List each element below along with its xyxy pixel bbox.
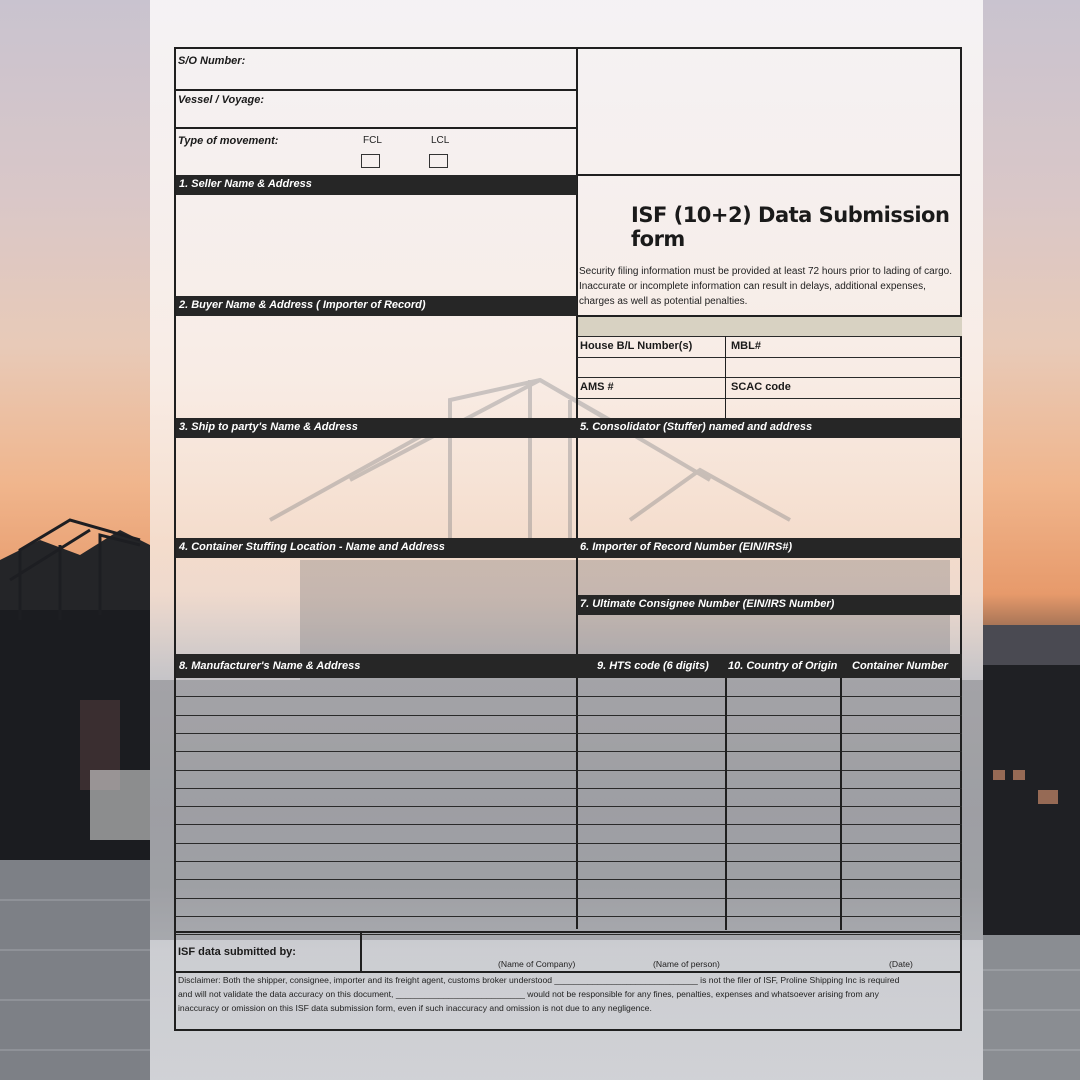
table-row-line <box>176 916 962 917</box>
table-row-line <box>176 751 962 752</box>
table-row-line <box>176 806 962 807</box>
disclaimer-line-2: and will not validate the data accuracy on this document, ___________________________ would not be responsible for any fines, penalties, expenses and whatsoever arising from any <box>178 989 879 999</box>
isf-form <box>174 47 962 1031</box>
so-number-label: S/O Number: <box>178 55 246 67</box>
table-row-line <box>176 843 962 844</box>
house-bl-label: House B/L Number(s) <box>580 340 693 352</box>
divider <box>176 89 578 91</box>
table-row-line <box>176 824 962 825</box>
seller-field[interactable] <box>176 195 576 296</box>
table-row-line <box>176 770 962 771</box>
submitted-by-field[interactable] <box>363 933 961 957</box>
lcl-checkbox[interactable] <box>429 154 448 168</box>
importer-number-field[interactable] <box>578 558 962 595</box>
notice-text: Security filing information must be provided at least 72 hours prior to lading of cargo. Inaccurate or incomplete information can result in delays, additional expenses, charges as well as potential penalties. <box>579 266 952 307</box>
table-row-line <box>176 696 962 697</box>
fcl-checkbox[interactable] <box>361 154 380 168</box>
divider <box>576 174 962 176</box>
stuffing-section-header: 4. Container Stuffing Location - Name and Address <box>176 538 577 558</box>
grid-line <box>725 336 726 418</box>
table-row-line <box>176 715 962 716</box>
table-row-line <box>176 898 962 899</box>
country-column-header: 10. Country of Origin <box>728 660 838 672</box>
importer-number-section-header: 6. Importer of Record Number (EIN/IRS#) <box>577 538 962 558</box>
stuffing-field[interactable] <box>176 558 576 654</box>
buyer-field[interactable] <box>176 316 576 418</box>
grid-line <box>577 336 962 337</box>
scac-input[interactable] <box>727 399 961 418</box>
ams-input[interactable] <box>578 399 724 418</box>
date-caption: (Date) <box>889 959 913 969</box>
column-divider <box>360 931 362 971</box>
divider <box>176 127 578 129</box>
consolidator-section-header: 5. Consolidator (Stuffer) named and address <box>577 418 962 438</box>
column-divider <box>840 678 842 930</box>
table-row-line <box>176 861 962 862</box>
grid-line <box>577 377 962 378</box>
lcl-label: LCL <box>431 135 450 146</box>
scac-label: SCAC code <box>731 381 791 393</box>
ams-label: AMS # <box>580 381 614 393</box>
mbl-input[interactable] <box>727 358 961 377</box>
tan-band <box>578 317 962 336</box>
seller-section-header: 1. Seller Name & Address <box>176 175 577 195</box>
house-bl-input[interactable] <box>578 358 724 377</box>
submitted-by-label: ISF data submitted by: <box>178 946 296 958</box>
name-of-company-caption: (Name of Company) <box>498 959 576 969</box>
buyer-section-header: 2. Buyer Name & Address ( Importer of Record) <box>176 296 577 316</box>
form-title: ISF (10+2) Data Submission form <box>631 203 950 251</box>
background-photo-left <box>0 0 150 1080</box>
fcl-label: FCL <box>363 135 382 146</box>
mbl-label: MBL# <box>731 340 761 352</box>
manufacturer-column-header: 8. Manufacturer's Name & Address <box>179 660 361 672</box>
consignee-number-section-header: 7. Ultimate Consignee Number (EIN/IRS Number) <box>577 595 962 615</box>
vessel-voyage-label: Vessel / Voyage: <box>178 94 265 106</box>
consolidator-field[interactable] <box>578 438 962 538</box>
type-of-movement-label: Type of movement: <box>178 135 279 147</box>
container-column-header: Container Number <box>852 660 948 672</box>
table-row-line <box>176 879 962 880</box>
disclaimer-line-3: inaccuracy or omission on this ISF data submission form, even if such inaccuracy and omission is not due to any negligence. <box>178 1003 652 1013</box>
background-photo-right <box>983 0 1080 1080</box>
disclaimer-line-1: Disclaimer: Both the shipper, consignee, importer and its freight agent, customs broker understood ______________________________ is not the filer of ISF, Proline Shipping Inc is required <box>178 975 900 985</box>
ship-to-section-header: 3. Ship to party's Name & Address <box>176 418 577 438</box>
hts-column-header: 9. HTS code (6 digits) <box>597 660 709 672</box>
table-row-line <box>176 733 962 734</box>
consignee-number-field[interactable] <box>578 615 962 654</box>
column-divider <box>725 678 727 930</box>
table-row-line <box>176 788 962 789</box>
name-of-person-caption: (Name of person) <box>653 959 720 969</box>
ship-to-field[interactable] <box>176 438 576 538</box>
